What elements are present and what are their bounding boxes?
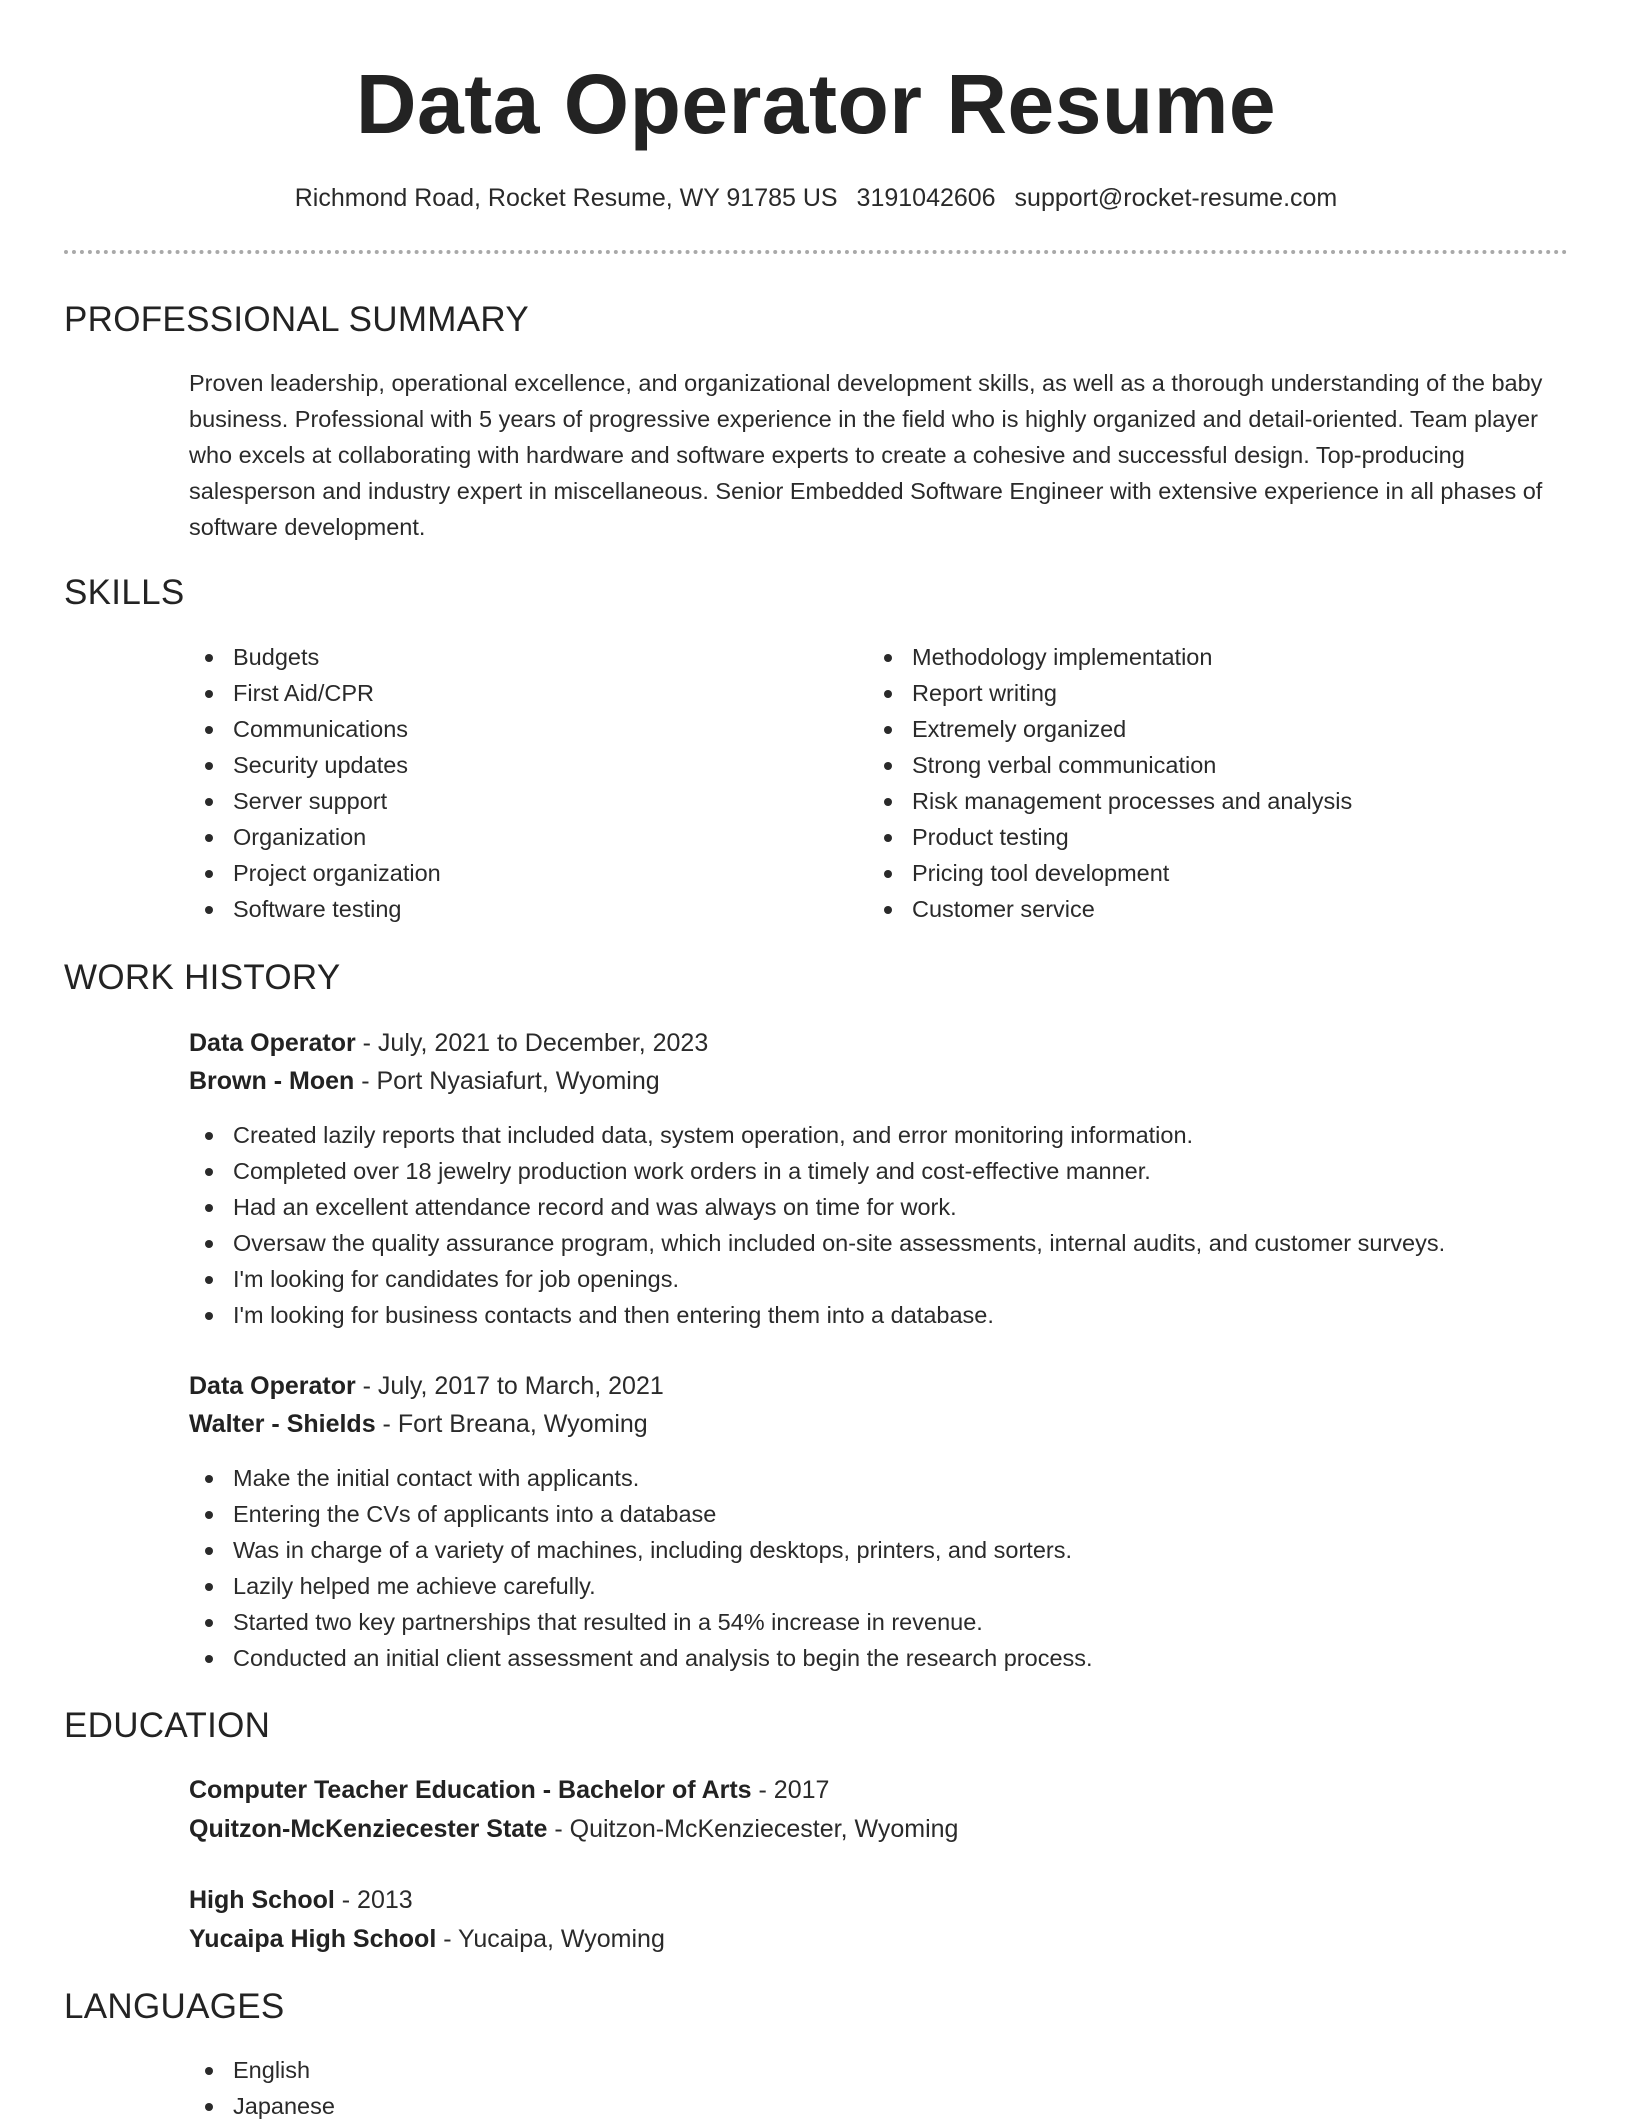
education-location: - Yucaipa, Wyoming [436,1925,665,1953]
job-company: Walter - Shields [189,1410,376,1438]
skill-item: Server support [189,783,441,819]
job-bullet: Make the initial contact with applicants. [189,1460,1093,1496]
skill-item: First Aid/CPR [189,675,441,711]
job-title: Data Operator [189,1029,356,1057]
education-school: Quitzon-McKenziecester State [189,1815,548,1843]
language-item: English [189,2052,335,2088]
education-year: - 2013 [334,1886,413,1914]
skills-heading: SKILLS [64,573,185,612]
work-history-heading: WORK HISTORY [64,958,341,997]
skill-item: Pricing tool development [868,855,1352,891]
contact-phone: 3191042606 [856,184,996,212]
job-bullet: Completed over 18 jewelry production work orders in a timely and cost-effective manner. [189,1153,1445,1189]
contact-address: Richmond Road, Rocket Resume, WY 91785 US [294,184,838,212]
languages-heading: LANGUAGES [64,1987,285,2026]
summary-text: Proven leadership, operational excellence, and organizational development skills, as well as a thorough understanding of the baby business. Professional with 5 years of progressive experience in the field who is highly organized and detail-oriented. Team player who excels at collaborating with hardware and software experts to create a cohesive and successful design. Top-producing salesperson and industry expert in miscellaneous. Senior Embedded Software Engineer with extensive experience in all phases of software development. [189,370,1543,540]
job-bullet: Had an excellent attendance record and was always on time for work. [189,1189,1445,1225]
education-heading: EDUCATION [64,1706,271,1745]
job-bullet: Lazily helped me achieve carefully. [189,1568,1093,1604]
job-bullets [189,1117,1445,1333]
job-location: - Port Nyasiafurt, Wyoming [354,1067,660,1095]
job-location: - Fort Breana, Wyoming [375,1410,648,1438]
job-bullet: Entering the CVs of applicants into a database [189,1496,1093,1532]
skill-item: Strong verbal communication [868,747,1352,783]
language-item: Japanese [189,2088,335,2124]
job-bullet: I'm looking for business contacts and then entering them into a database. [189,1297,1445,1333]
education-degree: Computer Teacher Education - Bachelor of Arts [189,1776,752,1804]
job-dates: - July, 2017 to March, 2021 [355,1372,664,1400]
skill-item: Report writing [868,675,1352,711]
skill-item: Project organization [189,855,441,891]
job-bullet: Was in charge of a variety of machines, including desktops, printers, and sorters. [189,1532,1093,1568]
skill-item: Security updates [189,747,441,783]
summary-heading: PROFESSIONAL SUMMARY [64,300,529,339]
job-company: Brown - Moen [189,1067,355,1095]
education-school: Yucaipa High School [189,1925,437,1953]
skill-item: Extremely organized [868,711,1352,747]
education-year: - 2017 [751,1776,830,1804]
resume-title: Data Operator Resume [355,57,1277,151]
job-bullet: Conducted an initial client assessment and analysis to begin the research process. [189,1640,1093,1676]
contact-email: support@rocket-resume.com [1014,184,1338,212]
header-divider [64,250,1568,254]
job-company-line [189,1062,660,1100]
skill-item: Communications [189,711,441,747]
skill-item: Customer service [868,891,1352,927]
skill-item: Methodology implementation [868,639,1352,675]
skill-item: Product testing [868,819,1352,855]
job-dates: - July, 2021 to December, 2023 [355,1029,709,1057]
skills-left-column [189,639,441,927]
job-bullet: I'm looking for candidates for job openings. [189,1261,1445,1297]
education-degree-line [189,1771,829,1809]
job-title-line [189,1024,708,1062]
job-title: Data Operator [189,1372,356,1400]
job-bullet: Oversaw the quality assurance program, which included on-site assessments, internal audits, and customer surveys. [189,1225,1445,1261]
skill-item: Software testing [189,891,441,927]
job-bullets [189,1460,1093,1676]
skill-item: Risk management processes and analysis [868,783,1352,819]
education-location: - Quitzon-McKenziecester, Wyoming [547,1815,959,1843]
job-title-line [189,1367,664,1405]
job-company-line [189,1405,648,1443]
education-school-line [189,1920,665,1958]
skill-item: Budgets [189,639,441,675]
skill-item: Organization [189,819,441,855]
languages-list [189,2052,335,2124]
contact-line [0,180,1632,216]
job-bullet: Created lazily reports that included data, system operation, and error monitoring information. [189,1117,1445,1153]
job-bullet: Started two key partnerships that resulted in a 54% increase in revenue. [189,1604,1093,1640]
skills-right-column [868,639,1352,927]
education-degree: High School [189,1886,335,1914]
education-school-line [189,1810,958,1848]
education-degree-line [189,1881,413,1919]
